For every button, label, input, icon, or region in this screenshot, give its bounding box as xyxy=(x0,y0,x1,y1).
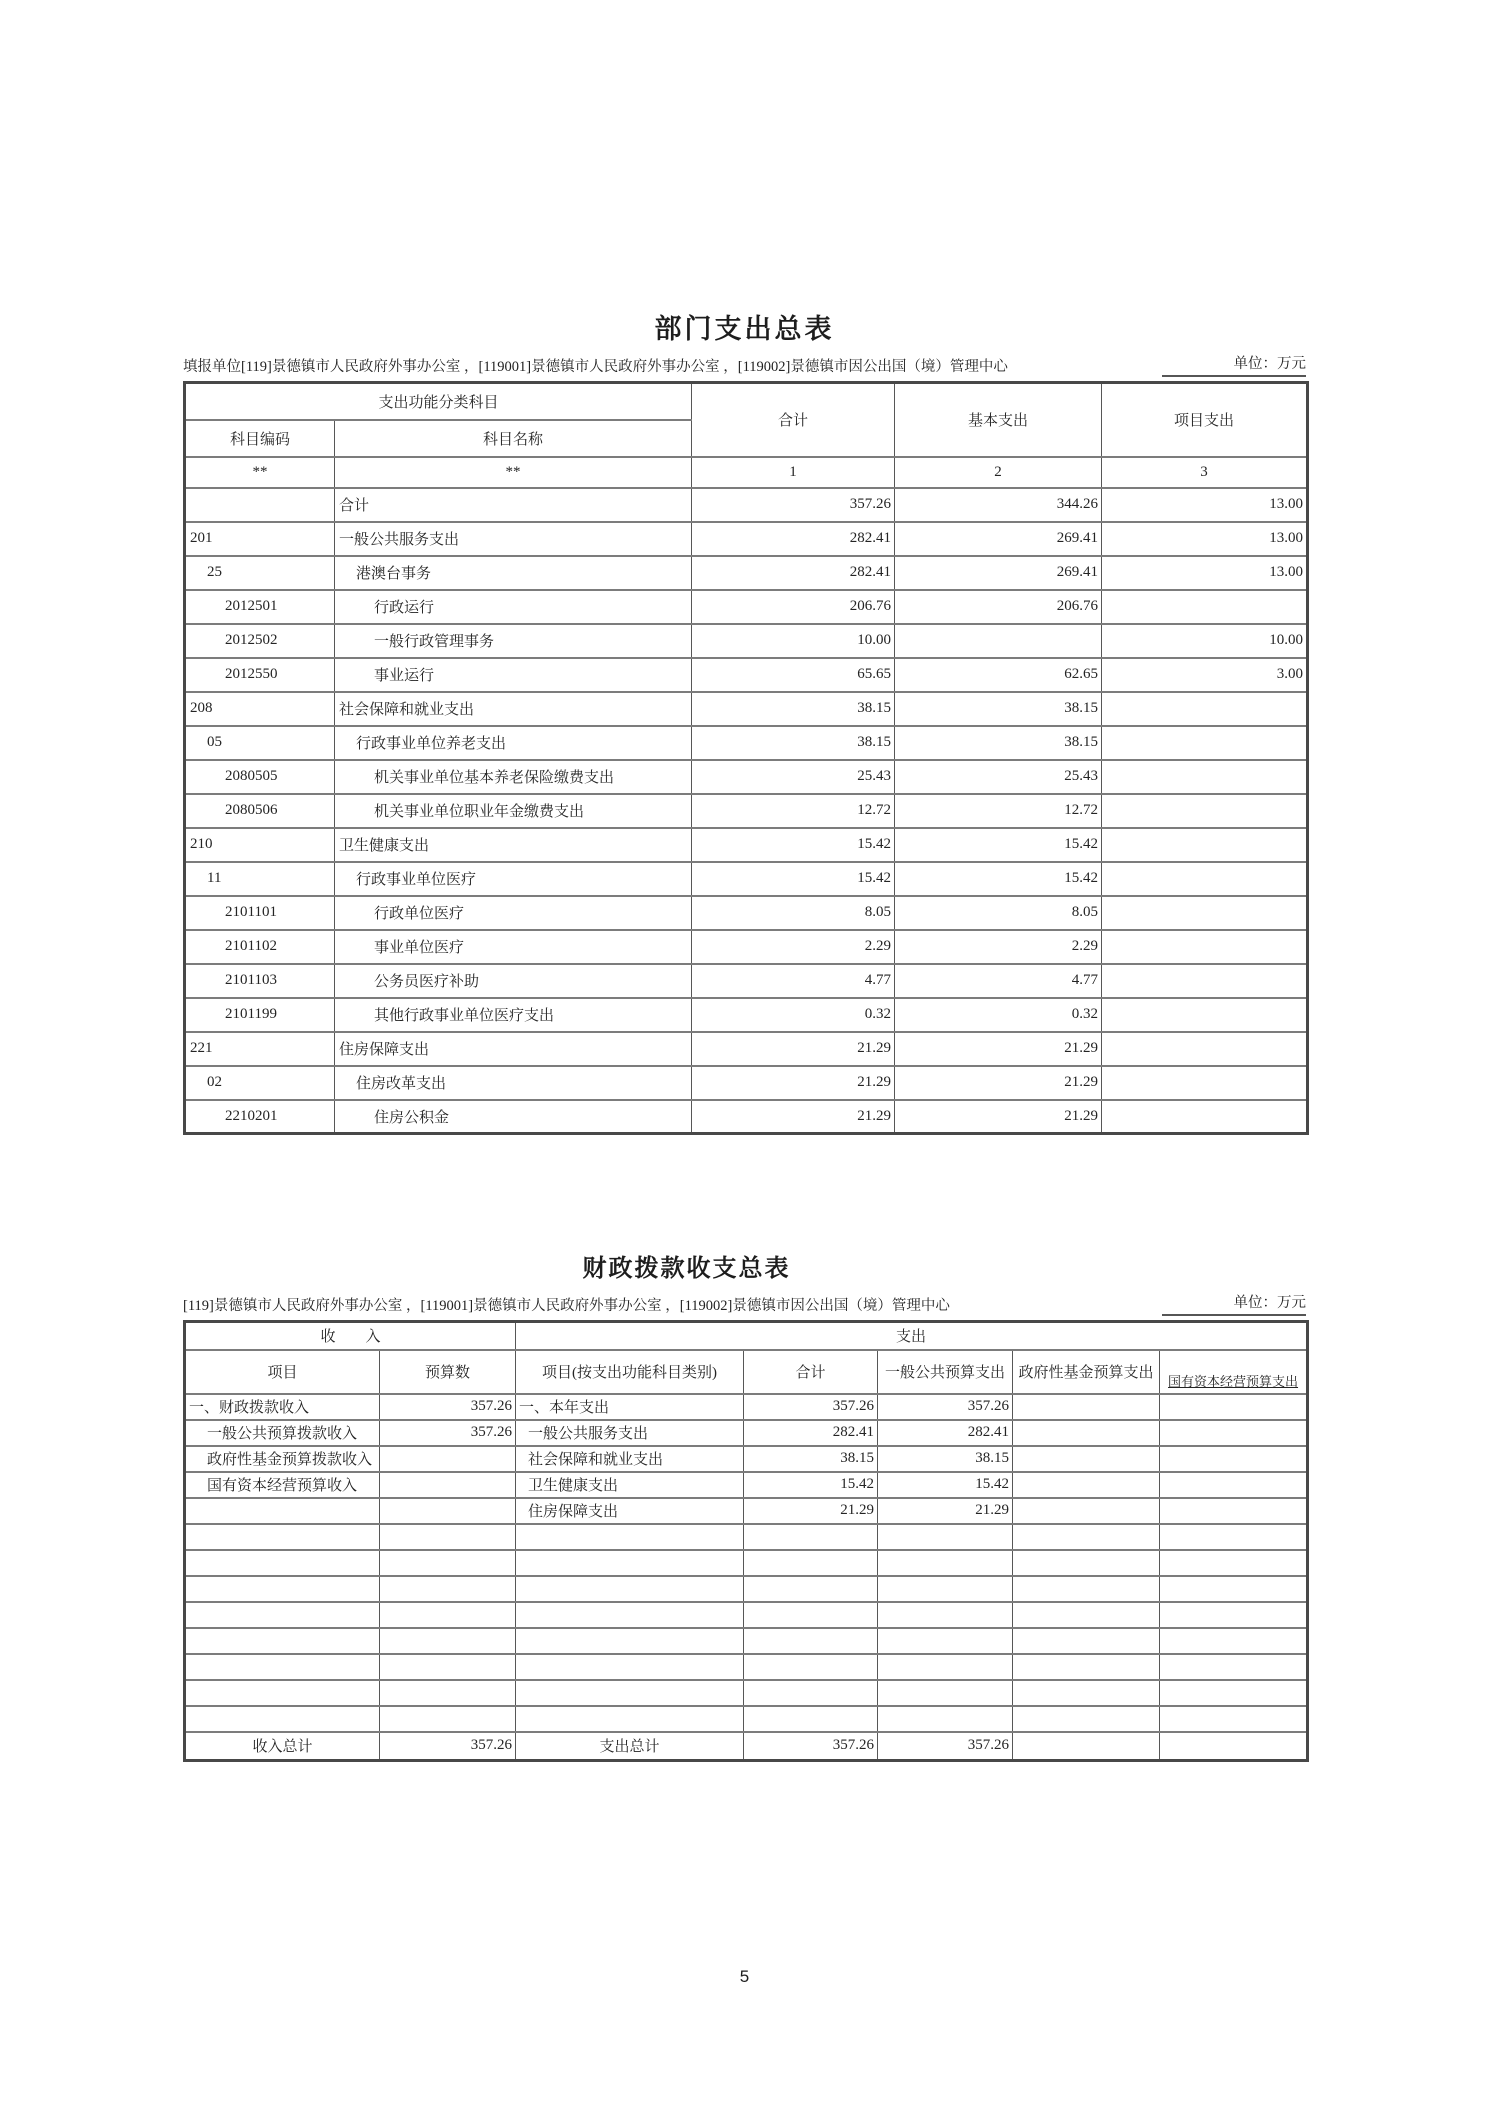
table-row xyxy=(185,624,1308,658)
expense-capital-cell xyxy=(1160,1498,1308,1524)
expense-general-cell xyxy=(878,1654,1013,1680)
table-row xyxy=(185,794,1308,828)
expense-fund-cell xyxy=(1013,1498,1160,1524)
expense-capital-cell xyxy=(1160,1524,1308,1550)
table-row xyxy=(185,760,1308,794)
table-row xyxy=(185,1706,1308,1732)
t2-header-row-1 xyxy=(185,1322,1308,1350)
expense-capital-cell xyxy=(1160,1654,1308,1680)
t1-placeholder-row xyxy=(185,457,1308,488)
income-budget-cell xyxy=(380,1654,516,1680)
subject-code-cell: 2210201 xyxy=(185,1100,335,1134)
expense-capital-cell xyxy=(1160,1602,1308,1628)
table1-reporting-unit: 填报单位[119]景德镇市人民政府外事办公室 ，[119001]景德镇市人民政府外事办公室 ，[119002]景德镇市因公出国（境）管理中心 xyxy=(183,359,1008,375)
page-number: 5 xyxy=(739,1967,750,1986)
table-row xyxy=(185,1498,1308,1524)
expense-fund-cell xyxy=(1013,1602,1160,1628)
table-row xyxy=(185,1680,1308,1706)
expense-capital-cell xyxy=(1160,1472,1308,1498)
subject-name-cell: 行政运行 xyxy=(335,590,692,624)
expense-fund-cell xyxy=(1013,1576,1160,1602)
total-amount-cell: 282.41 xyxy=(692,522,895,556)
basic-expense-cell: 62.65 xyxy=(895,658,1102,692)
expense-general-cell xyxy=(878,1706,1013,1732)
subject-code-cell: 2012502 xyxy=(185,624,335,658)
t1-header-row-1 xyxy=(185,383,1308,420)
expense-item-cell xyxy=(516,1576,744,1602)
expense-general-cell xyxy=(878,1524,1013,1550)
t1-header-total: 合计 xyxy=(692,383,895,457)
expense-total-cell: 38.15 xyxy=(744,1446,878,1472)
income-item-cell xyxy=(185,1654,380,1680)
total-amount-cell: 10.00 xyxy=(692,624,895,658)
total-amount-cell: 0.32 xyxy=(692,998,895,1032)
total-amount-cell: 65.65 xyxy=(692,658,895,692)
expense-general-cell: 38.15 xyxy=(878,1446,1013,1472)
project-expense-cell: 13.00 xyxy=(1102,556,1308,590)
expense-fund-cell xyxy=(1013,1420,1160,1446)
table-row xyxy=(185,1066,1308,1100)
subject-name-cell: 行政事业单位养老支出 xyxy=(335,726,692,760)
t2-header-budget: 预算数 xyxy=(380,1350,516,1394)
subject-name-cell: 住房公积金 xyxy=(335,1100,692,1134)
t1-header-function-group: 支出功能分类科目 xyxy=(185,383,692,420)
expense-total-cell: 357.26 xyxy=(744,1394,878,1420)
t1-col-index-1: 1 xyxy=(692,457,895,488)
table-row xyxy=(185,522,1308,556)
department-expenditure-table xyxy=(183,381,1309,1135)
table-row xyxy=(185,1472,1308,1498)
basic-expense-cell: 38.15 xyxy=(895,726,1102,760)
t1-header-basic: 基本支出 xyxy=(895,383,1102,457)
basic-expense-cell: 2.29 xyxy=(895,930,1102,964)
subject-name-cell: 事业单位医疗 xyxy=(335,930,692,964)
expense-general-cell: 15.42 xyxy=(878,1472,1013,1498)
subject-name-cell: 住房改革支出 xyxy=(335,1066,692,1100)
project-expense-cell: 13.00 xyxy=(1102,522,1308,556)
basic-expense-cell: 21.29 xyxy=(895,1100,1102,1134)
expense-item-cell: 卫生健康支出 xyxy=(516,1472,744,1498)
expense-total-cell: 15.42 xyxy=(744,1472,878,1498)
basic-expense-cell: 15.42 xyxy=(895,828,1102,862)
income-grand-total-label: 收入总计 xyxy=(185,1732,380,1761)
t2-header-gov-fund: 政府性基金预算支出 xyxy=(1013,1350,1160,1394)
project-expense-cell xyxy=(1102,964,1308,998)
subject-code-cell: 2101199 xyxy=(185,998,335,1032)
income-item-cell xyxy=(185,1628,380,1654)
t1-code-placeholder: ** xyxy=(185,457,335,488)
subject-name-cell: 港澳台事务 xyxy=(335,556,692,590)
table-row xyxy=(185,692,1308,726)
total-amount-cell: 4.77 xyxy=(692,964,895,998)
income-item-cell: 一般公共预算拨款收入 xyxy=(185,1420,380,1446)
expense-item-cell xyxy=(516,1654,744,1680)
income-item-cell xyxy=(185,1550,380,1576)
t2-header-total: 合计 xyxy=(744,1350,878,1394)
project-expense-cell xyxy=(1102,1032,1308,1066)
subject-code-cell: 2101101 xyxy=(185,896,335,930)
subject-code-cell: 05 xyxy=(185,726,335,760)
basic-expense-cell: 344.26 xyxy=(895,488,1102,522)
expense-capital-cell xyxy=(1160,1628,1308,1654)
page-content xyxy=(183,0,1306,1987)
subject-code-cell: 25 xyxy=(185,556,335,590)
expense-item-cell xyxy=(516,1680,744,1706)
t1-header-name: 科目名称 xyxy=(335,420,692,457)
table-row xyxy=(185,998,1308,1032)
expense-item-cell xyxy=(516,1706,744,1732)
project-expense-cell xyxy=(1102,692,1308,726)
table1-meta-row xyxy=(183,355,1306,377)
project-expense-cell xyxy=(1102,726,1308,760)
expense-grand-total-amount: 357.26 xyxy=(744,1732,878,1761)
project-expense-cell: 10.00 xyxy=(1102,624,1308,658)
table-row xyxy=(185,1394,1308,1420)
table-row xyxy=(185,1576,1308,1602)
table-row xyxy=(185,1602,1308,1628)
table1-unit-label: 单位：万元 xyxy=(1162,355,1307,377)
expense-general-cell xyxy=(878,1576,1013,1602)
income-budget-cell xyxy=(380,1576,516,1602)
basic-expense-cell: 269.41 xyxy=(895,556,1102,590)
subject-code-cell: 11 xyxy=(185,862,335,896)
table-row xyxy=(185,726,1308,760)
subject-name-cell: 事业运行 xyxy=(335,658,692,692)
expense-capital-cell xyxy=(1160,1680,1308,1706)
subject-code-cell: 2012501 xyxy=(185,590,335,624)
expense-item-cell xyxy=(516,1550,744,1576)
income-item-cell xyxy=(185,1524,380,1550)
expense-fund-cell xyxy=(1013,1394,1160,1420)
income-item-cell: 国有资本经营预算收入 xyxy=(185,1472,380,1498)
t2-header-item: 项目 xyxy=(185,1350,380,1394)
t1-header-code: 科目编码 xyxy=(185,420,335,457)
project-expense-cell xyxy=(1102,998,1308,1032)
income-budget-cell xyxy=(380,1602,516,1628)
project-expense-cell xyxy=(1102,760,1308,794)
subject-code-cell: 2080506 xyxy=(185,794,335,828)
income-grand-total-amount: 357.26 xyxy=(380,1732,516,1761)
table-row xyxy=(185,556,1308,590)
subject-code-cell: 2101102 xyxy=(185,930,335,964)
project-expense-cell: 13.00 xyxy=(1102,488,1308,522)
t2-header-general-public: 一般公共预算支出 xyxy=(878,1350,1013,1394)
t2-header-income: 收 入 xyxy=(185,1322,516,1350)
subject-name-cell: 卫生健康支出 xyxy=(335,828,692,862)
expense-item-cell: 社会保障和就业支出 xyxy=(516,1446,744,1472)
table-row xyxy=(185,1100,1308,1134)
expense-fund-cell xyxy=(1013,1680,1160,1706)
table-row xyxy=(185,1628,1308,1654)
project-expense-cell xyxy=(1102,896,1308,930)
expense-grand-total-capital xyxy=(1160,1732,1308,1761)
expense-capital-cell xyxy=(1160,1550,1308,1576)
subject-name-cell: 行政单位医疗 xyxy=(335,896,692,930)
expense-general-cell xyxy=(878,1628,1013,1654)
table1-title: 部门支出总表 xyxy=(654,314,835,344)
table-row xyxy=(185,1524,1308,1550)
expense-grand-total-label: 支出总计 xyxy=(516,1732,744,1761)
table2-title: 财政拨款收支总表 xyxy=(582,1256,791,1282)
expense-item-cell: 一、本年支出 xyxy=(516,1394,744,1420)
expense-item-cell: 一般公共服务支出 xyxy=(516,1420,744,1446)
total-amount-cell: 357.26 xyxy=(692,488,895,522)
expense-total-cell xyxy=(744,1628,878,1654)
subject-code-cell: 02 xyxy=(185,1066,335,1100)
basic-expense-cell: 206.76 xyxy=(895,590,1102,624)
expense-general-cell xyxy=(878,1602,1013,1628)
income-item-cell xyxy=(185,1602,380,1628)
expense-grand-total-fund xyxy=(1013,1732,1160,1761)
t1-col-index-2: 2 xyxy=(895,457,1102,488)
expense-fund-cell xyxy=(1013,1472,1160,1498)
t2-header-expense: 支出 xyxy=(516,1322,1308,1350)
table-row xyxy=(185,828,1308,862)
subject-name-cell: 机关事业单位基本养老保险缴费支出 xyxy=(335,760,692,794)
table-row xyxy=(185,1032,1308,1066)
expense-general-cell: 357.26 xyxy=(878,1394,1013,1420)
t1-col-index-3: 3 xyxy=(1102,457,1308,488)
basic-expense-cell: 12.72 xyxy=(895,794,1102,828)
basic-expense-cell xyxy=(895,624,1102,658)
subject-code-cell: 208 xyxy=(185,692,335,726)
income-budget-cell xyxy=(380,1498,516,1524)
t1-name-placeholder: ** xyxy=(335,457,692,488)
expense-total-cell xyxy=(744,1550,878,1576)
subject-name-cell: 机关事业单位职业年金缴费支出 xyxy=(335,794,692,828)
project-expense-cell xyxy=(1102,1100,1308,1134)
subject-code-cell: 2080505 xyxy=(185,760,335,794)
total-amount-cell: 206.76 xyxy=(692,590,895,624)
expense-general-cell xyxy=(878,1550,1013,1576)
subject-name-cell: 公务员医疗补助 xyxy=(335,964,692,998)
fiscal-appropriation-table xyxy=(183,1320,1309,1762)
basic-expense-cell: 21.29 xyxy=(895,1066,1102,1100)
expense-fund-cell xyxy=(1013,1446,1160,1472)
expense-fund-cell xyxy=(1013,1654,1160,1680)
total-amount-cell: 38.15 xyxy=(692,726,895,760)
basic-expense-cell: 25.43 xyxy=(895,760,1102,794)
income-budget-cell xyxy=(380,1446,516,1472)
table2-reporting-unit: [119]景德镇市人民政府外事办公室 ，[119001]景德镇市人民政府外事办公室 ，[119002]景德镇市因公出国（境）管理中心 xyxy=(183,1298,950,1314)
expense-item-cell xyxy=(516,1628,744,1654)
income-budget-cell xyxy=(380,1472,516,1498)
total-amount-cell: 15.42 xyxy=(692,828,895,862)
subject-code-cell: 221 xyxy=(185,1032,335,1066)
table-row xyxy=(185,488,1308,522)
income-item-cell: 一、财政拨款收入 xyxy=(185,1394,380,1420)
project-expense-cell xyxy=(1102,930,1308,964)
table-row xyxy=(185,1550,1308,1576)
t2-total-row xyxy=(185,1732,1308,1761)
table-row xyxy=(185,590,1308,624)
income-budget-cell xyxy=(380,1524,516,1550)
project-expense-cell xyxy=(1102,590,1308,624)
income-item-cell xyxy=(185,1576,380,1602)
table-row xyxy=(185,896,1308,930)
expense-total-cell: 21.29 xyxy=(744,1498,878,1524)
income-budget-cell xyxy=(380,1706,516,1732)
t2-header-exp-item: 项目(按支出功能科目类别) xyxy=(516,1350,744,1394)
project-expense-cell xyxy=(1102,828,1308,862)
expense-total-cell xyxy=(744,1680,878,1706)
subject-name-cell: 合计 xyxy=(335,488,692,522)
table2-meta-row xyxy=(183,1294,1306,1316)
t2-header-state-capital: 国有资本经营预算支出 xyxy=(1160,1350,1308,1394)
total-amount-cell: 282.41 xyxy=(692,556,895,590)
income-item-cell xyxy=(185,1680,380,1706)
subject-code-cell: 210 xyxy=(185,828,335,862)
t2-header-row-2 xyxy=(185,1350,1308,1394)
expense-total-cell xyxy=(744,1654,878,1680)
total-amount-cell: 38.15 xyxy=(692,692,895,726)
subject-code-cell xyxy=(185,488,335,522)
income-item-cell: 政府性基金预算拨款收入 xyxy=(185,1446,380,1472)
expense-total-cell xyxy=(744,1706,878,1732)
project-expense-cell: 3.00 xyxy=(1102,658,1308,692)
subject-name-cell: 社会保障和就业支出 xyxy=(335,692,692,726)
income-budget-cell xyxy=(380,1680,516,1706)
expense-item-cell: 住房保障支出 xyxy=(516,1498,744,1524)
expense-fund-cell xyxy=(1013,1524,1160,1550)
total-amount-cell: 2.29 xyxy=(692,930,895,964)
basic-expense-cell: 38.15 xyxy=(895,692,1102,726)
total-amount-cell: 21.29 xyxy=(692,1100,895,1134)
project-expense-cell xyxy=(1102,1066,1308,1100)
t1-header-project: 项目支出 xyxy=(1102,383,1308,457)
expense-total-cell xyxy=(744,1602,878,1628)
subject-code-cell: 2012550 xyxy=(185,658,335,692)
table2-unit-label: 单位：万元 xyxy=(1162,1294,1307,1316)
total-amount-cell: 15.42 xyxy=(692,862,895,896)
expense-capital-cell xyxy=(1160,1576,1308,1602)
basic-expense-cell: 4.77 xyxy=(895,964,1102,998)
expense-total-cell xyxy=(744,1576,878,1602)
table-row xyxy=(185,658,1308,692)
table-row xyxy=(185,930,1308,964)
subject-name-cell: 一般行政管理事务 xyxy=(335,624,692,658)
total-amount-cell: 8.05 xyxy=(692,896,895,930)
table-row xyxy=(185,862,1308,896)
table-row xyxy=(185,1446,1308,1472)
table-row xyxy=(185,964,1308,998)
project-expense-cell xyxy=(1102,794,1308,828)
expense-item-cell xyxy=(516,1602,744,1628)
income-budget-cell xyxy=(380,1628,516,1654)
basic-expense-cell: 8.05 xyxy=(895,896,1102,930)
expense-capital-cell xyxy=(1160,1446,1308,1472)
total-amount-cell: 21.29 xyxy=(692,1032,895,1066)
expense-item-cell xyxy=(516,1524,744,1550)
expense-total-cell xyxy=(744,1524,878,1550)
subject-name-cell: 住房保障支出 xyxy=(335,1032,692,1066)
income-budget-cell: 357.26 xyxy=(380,1394,516,1420)
basic-expense-cell: 21.29 xyxy=(895,1032,1102,1066)
table-row xyxy=(185,1654,1308,1680)
expense-general-cell xyxy=(878,1680,1013,1706)
expense-fund-cell xyxy=(1013,1628,1160,1654)
income-item-cell xyxy=(185,1706,380,1732)
project-expense-cell xyxy=(1102,862,1308,896)
subject-name-cell: 其他行政事业单位医疗支出 xyxy=(335,998,692,1032)
total-amount-cell: 25.43 xyxy=(692,760,895,794)
table-row xyxy=(185,1420,1308,1446)
total-amount-cell: 21.29 xyxy=(692,1066,895,1100)
expense-grand-total-general: 357.26 xyxy=(878,1732,1013,1761)
expense-capital-cell xyxy=(1160,1394,1308,1420)
subject-name-cell: 一般公共服务支出 xyxy=(335,522,692,556)
subject-name-cell: 行政事业单位医疗 xyxy=(335,862,692,896)
expense-general-cell: 282.41 xyxy=(878,1420,1013,1446)
expense-fund-cell xyxy=(1013,1706,1160,1732)
income-item-cell xyxy=(185,1498,380,1524)
income-budget-cell xyxy=(380,1550,516,1576)
expense-general-cell: 21.29 xyxy=(878,1498,1013,1524)
subject-code-cell: 2101103 xyxy=(185,964,335,998)
expense-fund-cell xyxy=(1013,1550,1160,1576)
basic-expense-cell: 0.32 xyxy=(895,998,1102,1032)
subject-code-cell: 201 xyxy=(185,522,335,556)
total-amount-cell: 12.72 xyxy=(692,794,895,828)
expense-capital-cell xyxy=(1160,1706,1308,1732)
expense-capital-cell xyxy=(1160,1420,1308,1446)
basic-expense-cell: 15.42 xyxy=(895,862,1102,896)
income-budget-cell: 357.26 xyxy=(380,1420,516,1446)
basic-expense-cell: 269.41 xyxy=(895,522,1102,556)
expense-total-cell: 282.41 xyxy=(744,1420,878,1446)
